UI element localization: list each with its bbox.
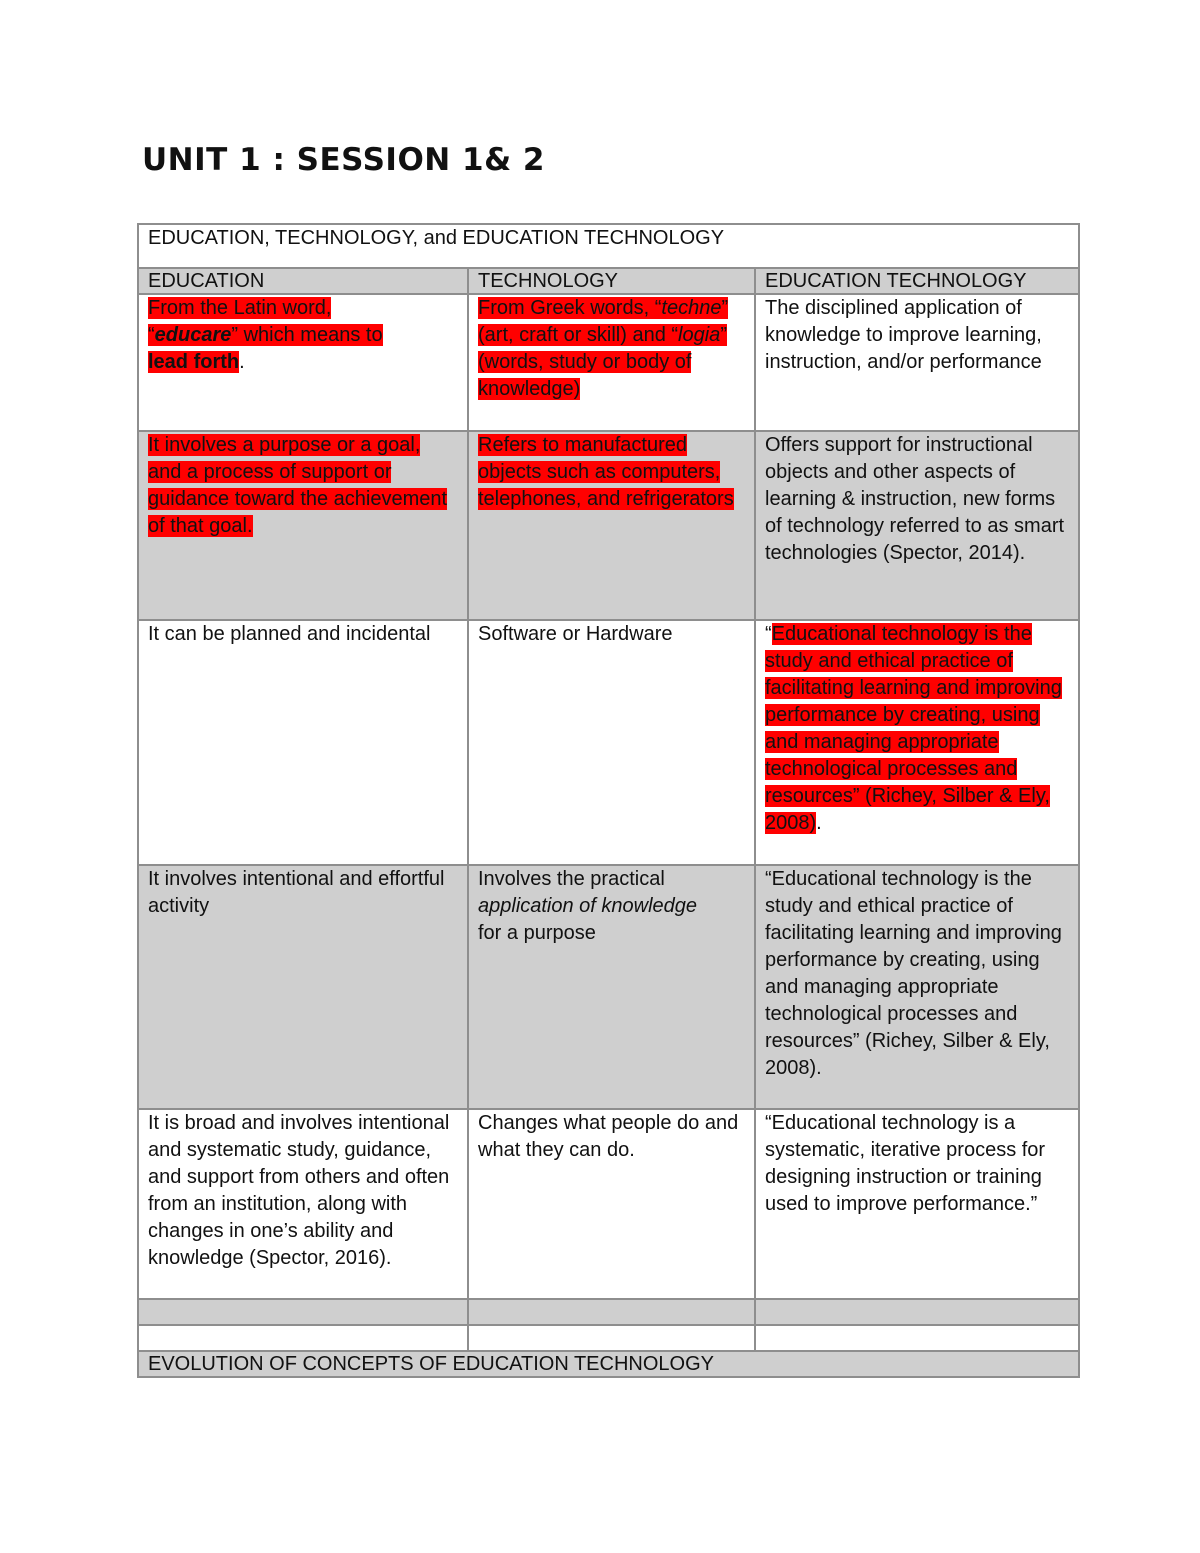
cell-technology-application: Involves the practical application of knowledge for a purpose	[468, 865, 755, 1109]
cell-edtech-definition: The disciplined application of knowledge to improve learning, instruction, and/or performance	[755, 294, 1079, 431]
cell-technology-objects	[468, 431, 755, 620]
table-row	[138, 620, 1079, 865]
cell-technology-origin	[468, 294, 755, 431]
highlighted-text: It involves a purpose or a goal, and a process of support or guidance toward the achievement of that goal.	[148, 434, 448, 537]
page-title: UNIT 1 : SESSION 1& 2	[142, 142, 545, 178]
table-header-row	[138, 268, 1079, 294]
highlighted-text: Educational technology is the study and ethical practice of facilitating learning and improving performance by creating, using and managing appropriate technological processes and resources” (Richey, Silber & Ely, 2008)	[765, 623, 1062, 834]
empty-row	[138, 1299, 1079, 1325]
highlighted-text: From the Latin word, “educare” which means to lead forth	[148, 297, 383, 373]
table-row	[138, 1109, 1079, 1299]
cell-education-broad: It is broad and involves intentional and systematic study, guidance, and support from others and often from an institution, along with changes in one’s ability and knowledge (Spector, 2016).	[138, 1109, 468, 1299]
cell-technology-changes: Changes what people do and what they can do.	[468, 1109, 755, 1299]
highlighted-text: From Greek words, “techne” (art, craft or skill) and “logia” (words, study or body of knowledge)	[478, 297, 729, 400]
table-title: EDUCATION, TECHNOLOGY, and EDUCATION TECHNOLOGY	[138, 224, 1079, 268]
cell-education-planned: It can be planned and incidental	[138, 620, 468, 865]
table-row	[138, 294, 1079, 431]
header-education-technology: EDUCATION TECHNOLOGY	[755, 268, 1079, 294]
table-row	[138, 865, 1079, 1109]
concepts-table	[137, 223, 1080, 1378]
header-education: EDUCATION	[138, 268, 468, 294]
cell-edtech-aect-definition-repeat: “Educational technology is the study and ethical practice of facilitating learning and improving performance by creating, using and managing appropriate technological processes and resources” (Richey, Silber & Ely, 2008).	[755, 865, 1079, 1109]
empty-row	[138, 1325, 1079, 1351]
header-technology: TECHNOLOGY	[468, 268, 755, 294]
section-row	[138, 1351, 1079, 1377]
cell-technology-software: Software or Hardware	[468, 620, 755, 865]
cell-education-intentional: It involves intentional and effortful activity	[138, 865, 468, 1109]
cell-education-purpose	[138, 431, 468, 620]
highlighted-text: Refers to manufactured objects such as computers, telephones, and refrigerators	[478, 434, 734, 510]
cell-education-origin: From the Latin word, “educare” which means to lead forth.	[138, 294, 468, 431]
section-heading-evolution: EVOLUTION OF CONCEPTS OF EDUCATION TECHNOLOGY	[138, 1351, 1079, 1377]
cell-edtech-aect-definition: “Educational technology is the study and ethical practice of facilitating learning and improving performance by creating, using and managing appropriate technological processes and resources” (Richey, Silber & Ely, 2008).	[755, 620, 1079, 865]
table-row	[138, 431, 1079, 620]
cell-edtech-support: Offers support for instructional objects and other aspects of learning & instruction, new forms of technology referred to as smart technologies (Spector, 2014).	[755, 431, 1079, 620]
cell-edtech-systematic: “Educational technology is a systematic, iterative process for designing instruction or training used to improve performance.”	[755, 1109, 1079, 1299]
table-title-row	[138, 224, 1079, 268]
